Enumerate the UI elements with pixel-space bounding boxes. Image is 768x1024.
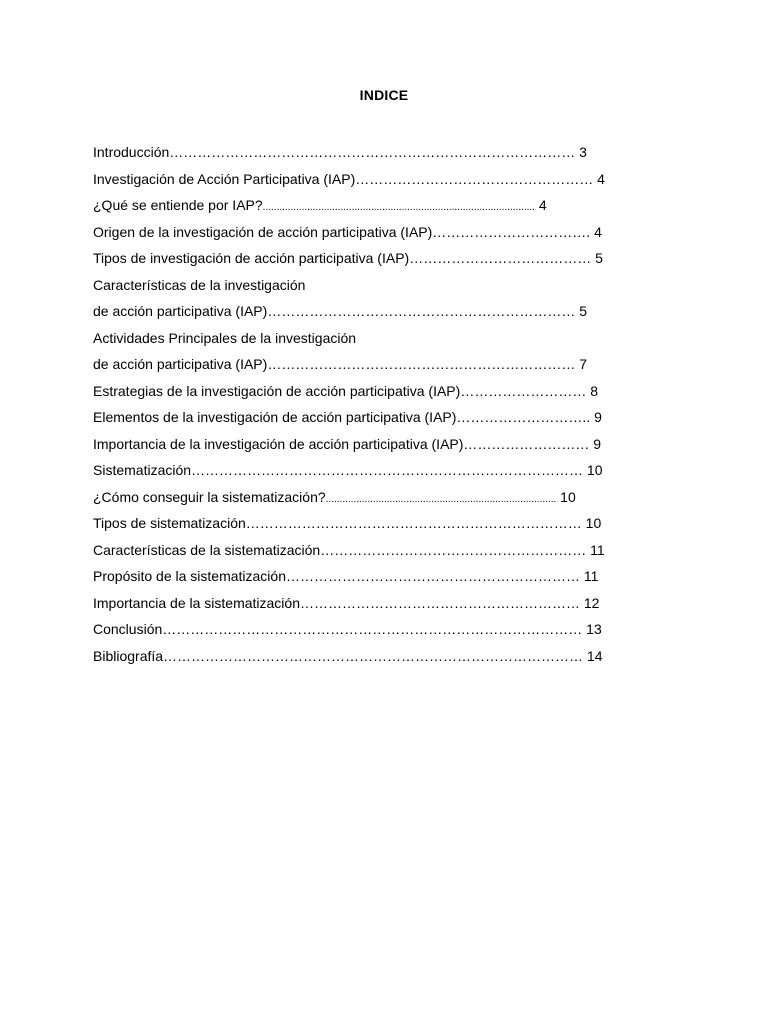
toc-entry-title: Investigación de Acción Participativa (IAP) (93, 170, 356, 187)
toc-entry-title: Elementos de la investigación de acción participativa (IAP) (93, 409, 457, 425)
toc-entry-leader-dots: ……………………………………………………………………………… (163, 647, 584, 664)
toc-entry (93, 619, 693, 646)
toc-entry (93, 381, 693, 408)
toc-entry-leader-dots: ………………………………………………… (320, 541, 587, 558)
toc-entry-title: Importancia de la sistematización (93, 594, 300, 611)
toc-entry (93, 195, 693, 222)
toc-entry-title: Sistematización (93, 462, 192, 478)
toc-entry-title: Tipos de sistematización (93, 515, 246, 531)
toc-entry (93, 248, 693, 275)
toc-entry-title: Actividades Principales de la investigación (93, 329, 357, 346)
toc-entry-page-number: 4 (590, 223, 602, 240)
toc-entry (93, 328, 693, 355)
toc-entry (93, 407, 693, 434)
toc-entry-leader-dots: …………………………………………… (355, 170, 594, 187)
toc-entry-leader-dots: ……………………… (463, 435, 590, 452)
toc-entry-title: Origen de la investigación de acción participativa (IAP) (93, 223, 433, 240)
toc-entry-leader-dots: ……………………………. (432, 223, 591, 240)
toc-entry (93, 566, 693, 593)
toc-entry-page-number: 5 (591, 250, 603, 266)
toc-entry-leader-dots: ……………………………………………………………… (245, 515, 582, 531)
toc-entry-page-number: 11 (586, 541, 605, 558)
toc-entry (93, 275, 693, 302)
toc-entry-leader-dots: ………………………………………………………………………… (191, 462, 584, 478)
toc-entry-page-number: 10 (583, 462, 603, 478)
toc-entry-page-number: 8 (586, 382, 598, 399)
toc-entry-leader-dots: ……………………… (460, 382, 587, 399)
toc-entry (93, 354, 693, 381)
toc-entry-title: Propósito de la sistematización (93, 568, 286, 584)
toc-entry-leader-dots: …………………………………………………………………………… (169, 144, 576, 160)
toc-entry-title: de acción participativa (IAP) (93, 356, 268, 372)
toc-entry-leader-dots: ………………………………………………………… (267, 303, 576, 319)
toc-entry-leader-dots: ………………………………… (409, 250, 592, 266)
toc-entry-page-number: 4 (534, 197, 547, 213)
toc-entry (93, 487, 693, 514)
toc-entry-leader-dots: ……………………………………………………………………………… (162, 621, 583, 637)
toc-entry-leader-dots: ……………………….. (456, 409, 591, 425)
toc-entry-page-number: 3 (575, 144, 587, 160)
toc-entry-leader-dots: …………………………………………………… (300, 594, 580, 611)
toc-entry (93, 142, 693, 169)
toc-entry-title: ¿Cómo conseguir la sistematización? (93, 488, 326, 505)
toc-entry-leader-dots: .................................................................................................. (262, 202, 535, 213)
toc-entry-leader-dots: ……………………………………………………… (286, 568, 580, 584)
toc-entry-page-number: 4 (593, 170, 605, 187)
toc-entry (93, 301, 693, 328)
toc-entry (93, 460, 693, 487)
toc-entry-title: Introducción (93, 144, 170, 160)
toc-entry (93, 434, 693, 461)
toc-entry-title: Bibliografía (93, 647, 164, 664)
toc-entry-title: Tipos de investigación de acción participativa (IAP) (93, 250, 410, 266)
toc-entry-title: Características de la sistematización (93, 541, 321, 558)
toc-entry-page-number: 11 (580, 568, 599, 584)
toc-entry-leader-dots: ………………………………………………………… (267, 356, 576, 372)
toc-entry-page-number: 10 (581, 515, 602, 531)
toc-entry (93, 513, 693, 540)
toc-entry-title: de acción participativa (IAP) (93, 303, 268, 319)
toc-entry (93, 169, 693, 196)
toc-entry-title: Conclusión (93, 621, 163, 637)
toc-entry-page-number: 7 (575, 356, 587, 372)
toc-entry-page-number: 9 (589, 435, 602, 452)
toc-entry-page-number: 10 (556, 488, 576, 505)
toc-entry (93, 646, 693, 673)
toc-entry (93, 593, 693, 620)
toc-entry-page-number: 14 (583, 647, 603, 664)
table-of-contents (93, 142, 693, 672)
toc-entry-title: Importancia de la investigación de acción participativa (IAP) (93, 435, 464, 452)
toc-entry-title: Estrategias de la investigación de acción participativa (IAP) (93, 382, 461, 399)
toc-entry-page-number: 12 (580, 594, 600, 611)
toc-entry-page-number: 13 (582, 621, 602, 637)
toc-entry-page-number: 9 (590, 409, 602, 425)
toc-entry (93, 540, 693, 567)
toc-entry-title: ¿Qué se entiende por IAP? (93, 197, 263, 213)
toc-entry-leader-dots: ................................................................................... (325, 493, 557, 505)
toc-entry-title: Características de la investigación (93, 276, 306, 293)
toc-entry (93, 222, 693, 249)
toc-entry-page-number: 5 (575, 303, 587, 319)
page-title: INDICE (359, 87, 409, 103)
